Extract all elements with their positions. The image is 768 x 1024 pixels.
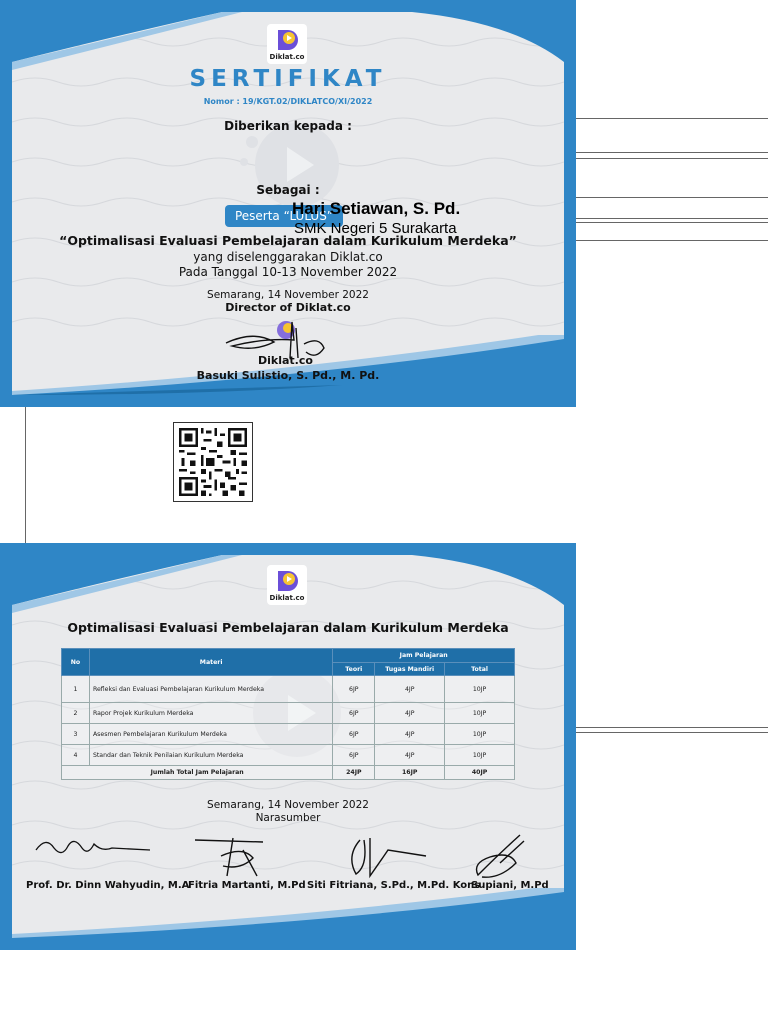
qr-code [173, 422, 253, 502]
role-badge: Peserta “LULUS” [225, 205, 343, 227]
page-rule [576, 152, 768, 153]
total-label: Jumlah Total Jam Pelajaran [62, 766, 333, 780]
logo-label: Diklat.co [269, 53, 305, 61]
diklat-logo-icon [274, 569, 300, 593]
signature-3 [344, 836, 434, 880]
signatory-1: Prof. Dr. Dinn Wahyudin, M.A [26, 880, 190, 891]
place-date: Semarang, 14 November 2022 [207, 289, 369, 301]
header-materi: Materi [89, 649, 332, 676]
page-rule [576, 118, 768, 119]
transcript-course-title: Optimalisasi Evaluasi Pembelajaran dalam Kurikulum Merdeka [67, 620, 509, 635]
page-rule [576, 732, 768, 733]
table-row: 4 Standar dan Teknik Penilaian Kurikulum Merdeka 6JP 4JP 10JP [62, 745, 515, 766]
page-rule-vertical [25, 407, 26, 543]
page-rule [576, 218, 768, 219]
header-tugas: Tugas Mandiri [375, 663, 445, 676]
signature-4 [470, 833, 530, 883]
signatory-4: Supiani, M.Pd [471, 880, 549, 891]
material-table [61, 648, 515, 780]
organizer-line: yang diselenggarakan Diklat.co [193, 250, 383, 264]
course-title: “Optimalisasi Evaluasi Pembelajaran dalam Kurikulum Merdeka” [59, 233, 517, 248]
table-row: 2 Rapor Projek Kurikulum Merdeka 6JP 4JP 10JP [62, 703, 515, 724]
signer-title: Director of Diklat.co [225, 301, 351, 314]
qr-code-icon [179, 428, 247, 496]
as-label: Sebagai : [256, 183, 320, 197]
recipient-name: Hari Setiawan, S. Pd. [292, 199, 461, 218]
page-rule [576, 727, 768, 728]
header-jam: Jam Pelajaran [333, 649, 515, 663]
certificate-number: Nomor : 19/KGT.02/DIKLATCO/XI/2022 [203, 97, 373, 106]
signature-2 [193, 836, 273, 880]
diklat-logo [267, 565, 307, 605]
logo-label: Diklat.co [269, 594, 305, 602]
diklat-logo [267, 24, 307, 64]
recipient-school: SMK Negeri 5 Surakarta [294, 220, 457, 237]
bottom-swoosh [12, 888, 564, 938]
page-rule [576, 240, 768, 241]
transcript-place-date: Semarang, 14 November 2022 [207, 799, 369, 811]
stamp-label: Diklat.co [258, 354, 313, 367]
transcript-card [0, 543, 576, 950]
page-rule [576, 158, 768, 159]
header-no: No [62, 649, 90, 676]
table-row: 1 Refleksi dan Evaluasi Pembelajaran Kurikulum Merdeka 6JP 4JP 10JP [62, 676, 515, 703]
diklat-logo-icon [274, 28, 300, 52]
signatory-3: Siti Fitriana, S.Pd., M.Pd. Kons [307, 880, 481, 891]
page-rule [576, 197, 768, 198]
certificate-title: SERTIFIKAT [189, 66, 387, 92]
signatory-2: Fitria Martanti, M.Pd [188, 880, 306, 891]
signer-name: Basuki Sulistio, S. Pd., M. Pd. [196, 369, 380, 382]
given-to-label: Diberikan kepada : [224, 119, 352, 133]
table-row: 3 Asesmen Pembelajaran Kurikulum Merdeka 6JP 4JP 10JP [62, 724, 515, 745]
page-rule [576, 222, 768, 223]
header-teori: Teori [333, 663, 375, 676]
speakers-label: Narasumber [255, 812, 321, 824]
signature-1 [32, 828, 152, 868]
certificate-card [0, 0, 576, 407]
date-line: Pada Tanggal 10-13 November 2022 [178, 265, 398, 279]
total-row: Jumlah Total Jam Pelajaran 24JP 16JP 40JP [62, 766, 515, 780]
header-total: Total [445, 663, 515, 676]
